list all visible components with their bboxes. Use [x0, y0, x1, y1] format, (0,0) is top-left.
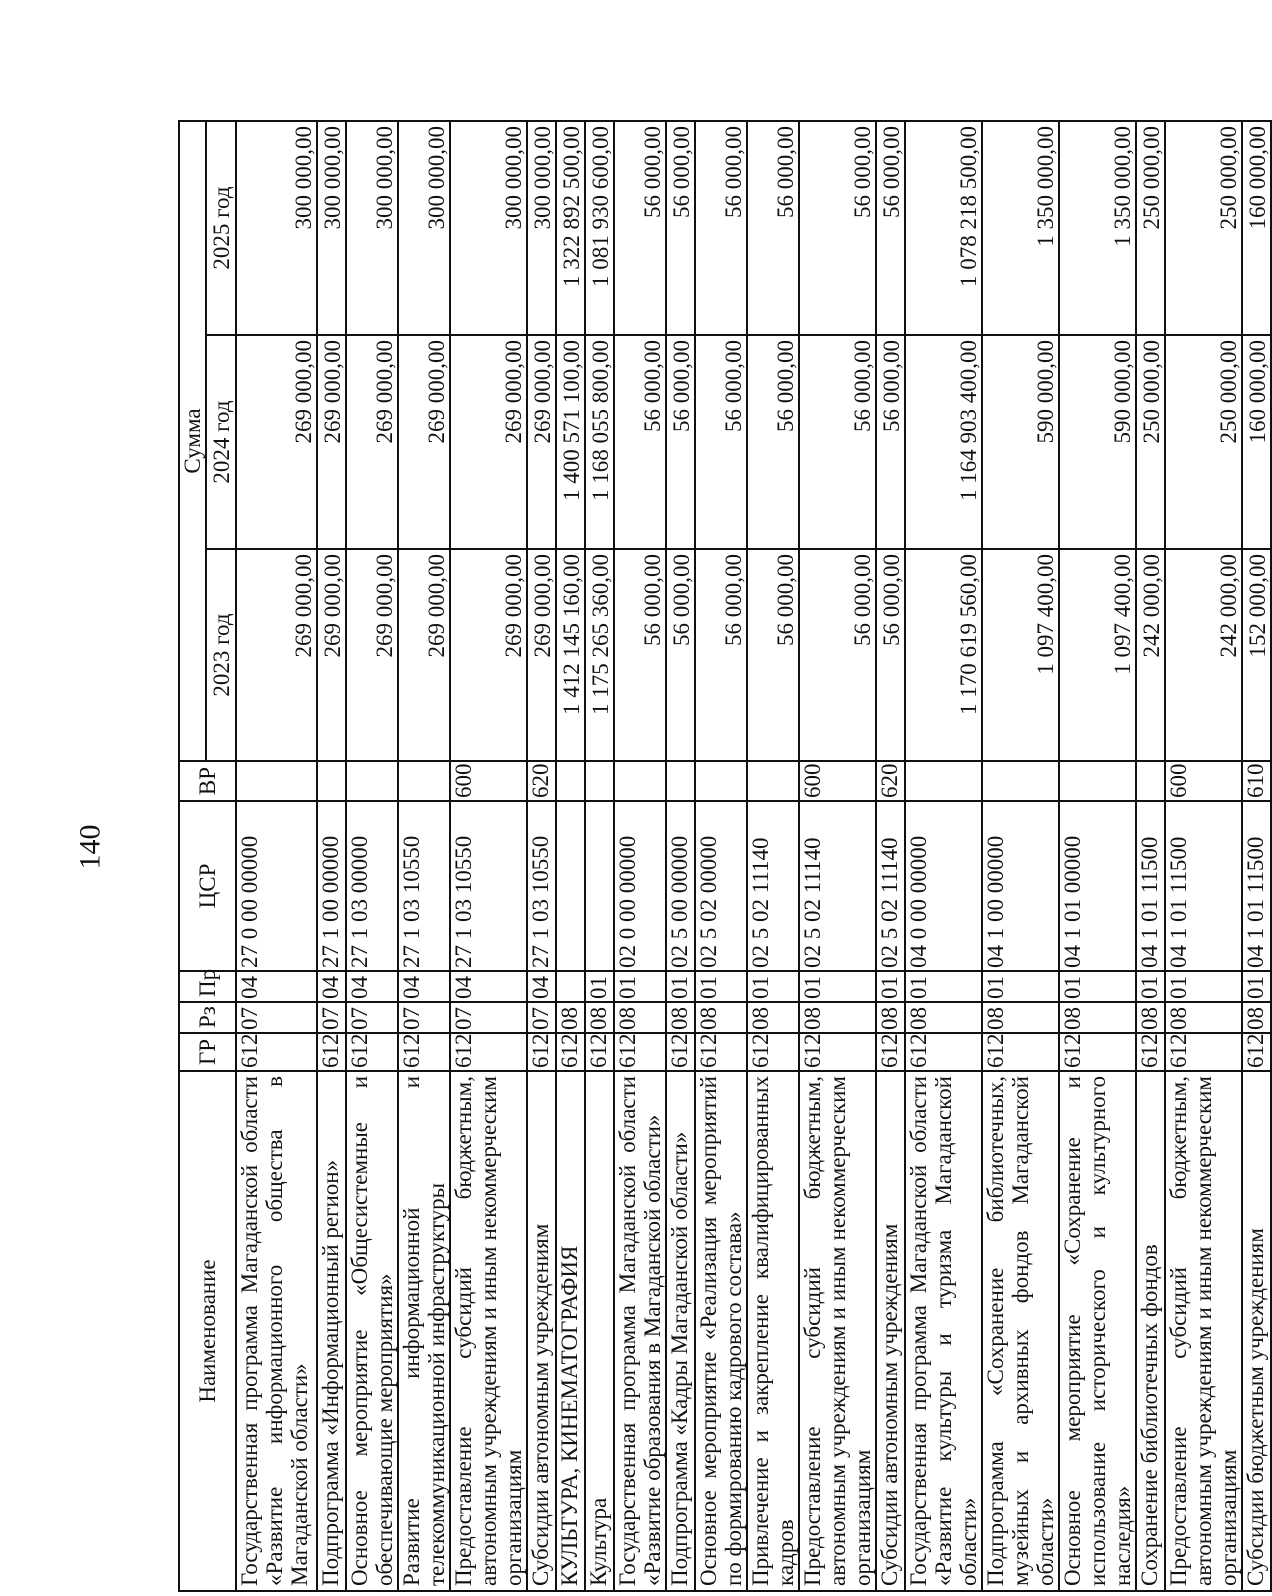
row-csr: 04 1 01 11500 — [1242, 801, 1271, 971]
row-gr: 612 — [1136, 1033, 1165, 1071]
row-name: Основное мероприятие «Сохранение и использование исторического и культурного наследия» — [1059, 1071, 1136, 1591]
row-2025: 56 000,00 — [666, 121, 695, 335]
row-2024: 56 000,00 — [747, 335, 799, 549]
table-row — [905, 121, 982, 1591]
row-rz: 08 — [1165, 1002, 1242, 1033]
budget-table — [178, 120, 1272, 1592]
row-csr — [556, 801, 585, 971]
table-row — [1136, 121, 1165, 1591]
row-2023: 56 000,00 — [666, 549, 695, 761]
row-rz: 08 — [556, 1002, 585, 1033]
row-name: Подпрограмма «Сохранение библиотечных, музейных и архивных фондов Магаданской области» — [982, 1071, 1059, 1591]
row-vr — [236, 761, 317, 801]
row-gr: 612 — [905, 1033, 982, 1071]
table-row — [556, 121, 585, 1591]
row-2025: 250 000,00 — [1165, 121, 1242, 335]
row-pr: 04 — [317, 971, 346, 1002]
table-row — [317, 121, 346, 1591]
row-2024: 160 000,00 — [1242, 335, 1271, 549]
row-rz: 08 — [1242, 1002, 1271, 1033]
row-name: Государственная программа Магаданской области «Развитие информационного общества в Магаданской области» — [236, 1071, 317, 1591]
row-name: Культура — [585, 1071, 614, 1591]
row-name: Предоставление субсидий бюджетным, автономным учреждениям и иным некоммерческим организациям — [799, 1071, 876, 1591]
header-gr: ГР — [179, 1033, 236, 1071]
row-2023: 1 097 400,00 — [1059, 549, 1136, 761]
row-2023: 56 000,00 — [876, 549, 905, 761]
header-name: Наименование — [179, 1071, 236, 1591]
row-name: Основное мероприятие «Общесистемные и обеспечивающие мероприятия» — [346, 1071, 398, 1591]
row-rz: 08 — [747, 1002, 799, 1033]
row-pr: 04 — [450, 971, 527, 1002]
row-2024: 250 000,00 — [1165, 335, 1242, 549]
row-name: КУЛЬТУРА, КИНЕМАТОГРАФИЯ — [556, 1071, 585, 1591]
row-2024: 56 000,00 — [799, 335, 876, 549]
row-2023: 152 000,00 — [1242, 549, 1271, 761]
row-pr: 01 — [982, 971, 1059, 1002]
row-rz: 08 — [695, 1002, 747, 1033]
row-2025: 1 081 930 600,00 — [585, 121, 614, 335]
row-rz: 08 — [799, 1002, 876, 1033]
row-2025: 56 000,00 — [695, 121, 747, 335]
row-csr: 27 1 03 00000 — [346, 801, 398, 971]
table-row — [527, 121, 556, 1591]
row-gr: 612 — [585, 1033, 614, 1071]
row-vr — [1136, 761, 1165, 801]
row-gr: 612 — [236, 1033, 317, 1071]
row-gr: 612 — [614, 1033, 666, 1071]
table-row — [695, 121, 747, 1591]
page-number: 140 — [73, 824, 107, 870]
row-2025: 300 000,00 — [236, 121, 317, 335]
row-vr — [556, 761, 585, 801]
row-pr: 01 — [1165, 971, 1242, 1002]
row-vr: 600 — [799, 761, 876, 801]
row-csr: 04 1 01 00000 — [1059, 801, 1136, 971]
header-rz: Рз — [179, 1002, 236, 1033]
row-name: Субсидии автономным учреждениям — [527, 1071, 556, 1591]
table-row — [346, 121, 398, 1591]
row-2025: 300 000,00 — [346, 121, 398, 335]
row-csr: 27 1 03 10550 — [527, 801, 556, 971]
row-gr: 612 — [695, 1033, 747, 1071]
row-2025: 160 000,00 — [1242, 121, 1271, 335]
rotated-page — [178, 122, 1270, 1592]
row-name: Субсидии автономным учреждениям — [876, 1071, 905, 1591]
row-2025: 300 000,00 — [317, 121, 346, 335]
row-name: Подпрограмма «Информационный регион» — [317, 1071, 346, 1591]
row-vr — [614, 761, 666, 801]
row-2024: 269 000,00 — [398, 335, 450, 549]
row-rz: 08 — [666, 1002, 695, 1033]
row-2023: 56 000,00 — [614, 549, 666, 761]
table-row — [1059, 121, 1136, 1591]
table-row — [614, 121, 666, 1591]
row-rz: 07 — [236, 1002, 317, 1033]
row-gr: 612 — [346, 1033, 398, 1071]
row-csr: 04 1 01 11500 — [1165, 801, 1242, 971]
row-2025: 300 000,00 — [450, 121, 527, 335]
row-name: Государственная программа Магаданской области «Развитие образования в Магаданской области» — [614, 1071, 666, 1591]
row-rz: 08 — [982, 1002, 1059, 1033]
header-2025: 2025 год — [206, 121, 236, 335]
row-vr — [398, 761, 450, 801]
row-csr: 27 1 03 10550 — [450, 801, 527, 971]
row-2023: 1 170 619 560,00 — [905, 549, 982, 761]
row-csr: 02 5 02 11140 — [799, 801, 876, 971]
row-2025: 300 000,00 — [398, 121, 450, 335]
row-csr: 02 5 02 00000 — [695, 801, 747, 971]
row-gr: 612 — [666, 1033, 695, 1071]
row-2024: 250 000,00 — [1136, 335, 1165, 549]
header-2024: 2024 год — [206, 335, 236, 549]
row-2023: 1 175 265 360,00 — [585, 549, 614, 761]
table-row — [450, 121, 527, 1591]
row-pr: 01 — [876, 971, 905, 1002]
row-2024: 269 000,00 — [236, 335, 317, 549]
row-2023: 56 000,00 — [799, 549, 876, 761]
table-row — [585, 121, 614, 1591]
row-vr — [317, 761, 346, 801]
row-vr — [585, 761, 614, 801]
row-gr: 612 — [799, 1033, 876, 1071]
row-name: Сохранение библиотечных фондов — [1136, 1071, 1165, 1591]
table-body — [236, 121, 1271, 1591]
row-2025: 1 078 218 500,00 — [905, 121, 982, 335]
row-rz: 08 — [614, 1002, 666, 1033]
row-2025: 300 000,00 — [527, 121, 556, 335]
row-2024: 269 000,00 — [527, 335, 556, 549]
table-row — [1165, 121, 1242, 1591]
table-row — [398, 121, 450, 1591]
row-name: Предоставление субсидий бюджетным, автономным учреждениям и иным некоммерческим организациям — [450, 1071, 527, 1591]
row-gr: 612 — [876, 1033, 905, 1071]
row-csr: 04 0 00 00000 — [905, 801, 982, 971]
row-2024: 56 000,00 — [876, 335, 905, 549]
row-2023: 1 097 400,00 — [982, 549, 1059, 761]
row-gr: 612 — [398, 1033, 450, 1071]
row-pr: 01 — [695, 971, 747, 1002]
row-vr — [982, 761, 1059, 801]
row-csr — [585, 801, 614, 971]
row-vr: 600 — [1165, 761, 1242, 801]
table-row — [982, 121, 1059, 1591]
table-row — [1242, 121, 1271, 1591]
row-rz: 08 — [876, 1002, 905, 1033]
row-vr: 610 — [1242, 761, 1271, 801]
row-pr: 01 — [1059, 971, 1136, 1002]
row-gr: 612 — [556, 1033, 585, 1071]
row-pr: 04 — [346, 971, 398, 1002]
row-vr: 620 — [527, 761, 556, 801]
row-gr: 612 — [1059, 1033, 1136, 1071]
header-csr: ЦСР — [179, 801, 236, 971]
table-row — [236, 121, 317, 1591]
header-pr: Пр — [179, 971, 236, 1002]
row-pr — [556, 971, 585, 1002]
row-name: Развитие информационной и телекоммуникационной инфраструктуры — [398, 1071, 450, 1591]
row-rz: 08 — [585, 1002, 614, 1033]
row-rz: 07 — [527, 1002, 556, 1033]
row-2023: 269 000,00 — [527, 549, 556, 761]
row-pr: 01 — [666, 971, 695, 1002]
row-2024: 1 164 903 400,00 — [905, 335, 982, 549]
row-pr: 04 — [527, 971, 556, 1002]
row-2024: 269 000,00 — [346, 335, 398, 549]
row-name: Привлечение и закрепление квалифицированных кадров — [747, 1071, 799, 1591]
row-2023: 242 000,00 — [1136, 549, 1165, 761]
row-pr: 01 — [614, 971, 666, 1002]
row-2024: 56 000,00 — [614, 335, 666, 549]
row-2024: 1 168 055 800,00 — [585, 335, 614, 549]
row-2025: 1 322 892 500,00 — [556, 121, 585, 335]
row-2023: 269 000,00 — [450, 549, 527, 761]
row-2025: 1 350 000,00 — [1059, 121, 1136, 335]
header-sum: Сумма — [179, 121, 206, 761]
row-2023: 269 000,00 — [346, 549, 398, 761]
row-name: Основное мероприятие «Реализация мероприятий по формированию кадрового состава» — [695, 1071, 747, 1591]
row-csr: 04 1 00 00000 — [982, 801, 1059, 971]
row-vr: 620 — [876, 761, 905, 801]
row-gr: 612 — [747, 1033, 799, 1071]
row-vr — [695, 761, 747, 801]
row-rz: 07 — [450, 1002, 527, 1033]
row-csr: 02 5 00 00000 — [666, 801, 695, 971]
row-rz: 08 — [905, 1002, 982, 1033]
row-name: Субсидии бюджетным учреждениям — [1242, 1071, 1271, 1591]
row-csr: 02 5 02 11140 — [747, 801, 799, 971]
row-rz: 08 — [1059, 1002, 1136, 1033]
row-2023: 56 000,00 — [695, 549, 747, 761]
row-2025: 56 000,00 — [876, 121, 905, 335]
row-pr: 01 — [905, 971, 982, 1002]
table-row — [799, 121, 876, 1591]
row-csr: 27 1 00 00000 — [317, 801, 346, 971]
row-2024: 590 000,00 — [982, 335, 1059, 549]
row-rz: 07 — [317, 1002, 346, 1033]
row-2024: 269 000,00 — [450, 335, 527, 549]
row-2024: 1 400 571 100,00 — [556, 335, 585, 549]
row-2025: 250 000,00 — [1136, 121, 1165, 335]
table-header — [179, 121, 236, 1591]
row-2023: 1 412 145 160,00 — [556, 549, 585, 761]
table-row — [747, 121, 799, 1591]
row-2024: 590 000,00 — [1059, 335, 1136, 549]
row-name: Предоставление субсидий бюджетным, автономным учреждениям и иным некоммерческим организациям — [1165, 1071, 1242, 1591]
row-2024: 269 000,00 — [317, 335, 346, 549]
row-2025: 56 000,00 — [747, 121, 799, 335]
row-2024: 56 000,00 — [695, 335, 747, 549]
row-rz: 07 — [398, 1002, 450, 1033]
header-2023: 2023 год — [206, 549, 236, 761]
row-gr: 612 — [317, 1033, 346, 1071]
row-csr: 27 1 03 10550 — [398, 801, 450, 971]
row-csr: 02 5 02 11140 — [876, 801, 905, 971]
row-pr: 01 — [1136, 971, 1165, 1002]
row-csr: 04 1 01 11500 — [1136, 801, 1165, 971]
row-2023: 269 000,00 — [398, 549, 450, 761]
row-pr: 01 — [747, 971, 799, 1002]
row-2024: 56 000,00 — [666, 335, 695, 549]
row-vr — [346, 761, 398, 801]
row-pr: 01 — [799, 971, 876, 1002]
row-name: Подпрограмма «Кадры Магаданской области» — [666, 1071, 695, 1591]
row-2025: 56 000,00 — [799, 121, 876, 335]
row-gr: 612 — [1165, 1033, 1242, 1071]
row-csr: 27 0 00 00000 — [236, 801, 317, 971]
row-2023: 242 000,00 — [1165, 549, 1242, 761]
row-vr: 600 — [450, 761, 527, 801]
row-pr: 01 — [1242, 971, 1271, 1002]
row-name: Государственная программа Магаданской области «Развитие культуры и туризма Магаданской области» — [905, 1071, 982, 1591]
row-csr: 02 0 00 00000 — [614, 801, 666, 971]
row-vr — [905, 761, 982, 801]
row-vr — [747, 761, 799, 801]
row-rz: 08 — [1136, 1002, 1165, 1033]
row-vr — [1059, 761, 1136, 801]
table-row — [666, 121, 695, 1591]
row-rz: 07 — [346, 1002, 398, 1033]
header-vr: ВР — [179, 761, 236, 801]
row-gr: 612 — [527, 1033, 556, 1071]
row-pr: 04 — [236, 971, 317, 1002]
row-pr: 01 — [585, 971, 614, 1002]
row-gr: 612 — [982, 1033, 1059, 1071]
row-2023: 269 000,00 — [317, 549, 346, 761]
row-gr: 612 — [450, 1033, 527, 1071]
row-gr: 612 — [1242, 1033, 1271, 1071]
row-2025: 1 350 000,00 — [982, 121, 1059, 335]
row-2025: 56 000,00 — [614, 121, 666, 335]
row-2023: 269 000,00 — [236, 549, 317, 761]
row-pr: 04 — [398, 971, 450, 1002]
table-row — [876, 121, 905, 1591]
row-vr — [666, 761, 695, 801]
row-2023: 56 000,00 — [747, 549, 799, 761]
